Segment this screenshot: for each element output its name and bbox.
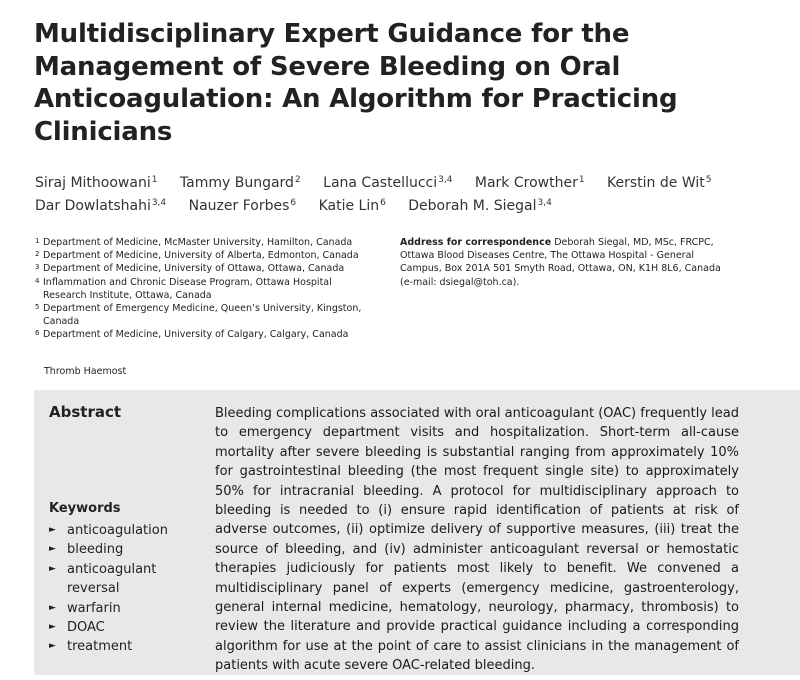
abstract-heading: Abstract bbox=[49, 403, 122, 421]
journal-name: Thromb Haemost bbox=[44, 366, 127, 377]
keywords-list bbox=[49, 521, 172, 657]
affiliation: 6 Department of Medicine, University of Calgary, Calgary, Canada bbox=[35, 329, 349, 341]
triangle-bullet-icon: ► bbox=[49, 622, 56, 633]
correspondence-email: (e-mail: dsiegal@toh.ca). bbox=[400, 276, 520, 288]
author: Siraj Mithoowani$^1$ bbox=[35, 175, 158, 191]
keyword-item: ► warfarin bbox=[49, 599, 172, 618]
author: Deborah M. Siegal$^{3,4}$ bbox=[408, 198, 552, 214]
article-title: Multidisciplinary Expert Guidance for the Management of Severe Bleeding on Oral Anticoagulation: An Algorithm for Practicing Clinicians bbox=[34, 19, 678, 147]
triangle-bullet-icon: ► bbox=[49, 525, 56, 535]
author: Lana Castellucci$^{3,4}$ bbox=[323, 175, 453, 191]
keyword-item: ► bleeding bbox=[49, 540, 172, 559]
keyword-item: ► treatment bbox=[49, 637, 172, 656]
affiliation: 5 Department of Emergency Medicine, Queen’s University, Kingston, bbox=[35, 303, 362, 315]
author-list bbox=[35, 170, 775, 216]
triangle-bullet-icon: ► bbox=[49, 544, 56, 555]
affiliations bbox=[35, 236, 385, 342]
affiliation: 4 Inflammation and Chronic Disease Program, Ottawa Hospital bbox=[35, 276, 332, 288]
affiliation-continued: Canada bbox=[43, 316, 80, 328]
triangle-bullet-icon: ► bbox=[49, 602, 56, 613]
keyword-item: ► anticoagulant reversal bbox=[49, 560, 172, 599]
abstract-body: Bleeding complications associated with oral anticoagulant (OAC) frequently lead to emergency department visits and hospitalization. Short-term all-cause mortality after severe bleeding is substantial ranging from approximately 10% for gastrointestinal bleeding (the most frequent single site) to approximately 50% for intracranial bleeding. A protocol for multidisciplinary approach to bleeding is needed to (i) ensure rapid identification of patients at risk of adverse outcomes, (ii) optimize delivery of supportive measures, (iii) treat the source of bleeding, and (iv) administer anticoagulant reversal or hemostatic therapies judiciously for patients most likely to benefit. We convened a multidisciplinary panel of experts (emergency medicine, gastroenterology, general internal medicine, hematology, neurology, pharmacy, thrombosis) to review the literature and provide practical guidance including a corresponding algorithm for use at the point of care to assist clinicians in the management of patients with acute severe OAC-related bleeding. bbox=[215, 406, 739, 674]
author: Nauzer Forbes$^6$ bbox=[188, 198, 297, 214]
author: Dar Dowlatshahi$^{3,4}$ bbox=[35, 198, 167, 214]
correspondence-address: Address for correspondence Deborah Siegal, MD, MSc, FRCPC, Ottawa Blood Diseases Centre, The Ottawa Hospital - General Campus, Box 201A 501 Smyth Road, Ottawa, ON, K1H 8L6, Canada (e-mail: dsiegal@toh.ca). bbox=[400, 236, 745, 289]
correspondence-label: Address for correspondence bbox=[400, 237, 552, 248]
abstract-panel bbox=[34, 390, 800, 675]
triangle-bullet-icon: ► bbox=[49, 641, 56, 652]
affiliation: 1 Department of Medicine, McMaster University, Hamilton, Canada bbox=[35, 237, 353, 248]
keywords-heading: Keywords bbox=[49, 501, 121, 516]
keyword-item: ► anticoagulation bbox=[49, 521, 172, 540]
affiliation: 3 Department of Medicine, University of Ottawa, Ottawa, Canada bbox=[35, 263, 345, 275]
triangle-bullet-icon: ► bbox=[49, 563, 56, 574]
author: Katie Lin$^6$ bbox=[318, 198, 386, 214]
author: Kerstin de Wit$^5$ bbox=[607, 175, 712, 191]
affiliation-continued: Research Institute, Ottawa, Canada bbox=[43, 289, 212, 301]
affiliation: 2 Department of Medicine, University of Alberta, Edmonton, Canada bbox=[35, 250, 359, 262]
keyword-item: ► DOAC bbox=[49, 618, 172, 637]
author: Tammy Bungard$^2$ bbox=[179, 175, 301, 191]
author: Mark Crowther$^1$ bbox=[474, 175, 585, 191]
